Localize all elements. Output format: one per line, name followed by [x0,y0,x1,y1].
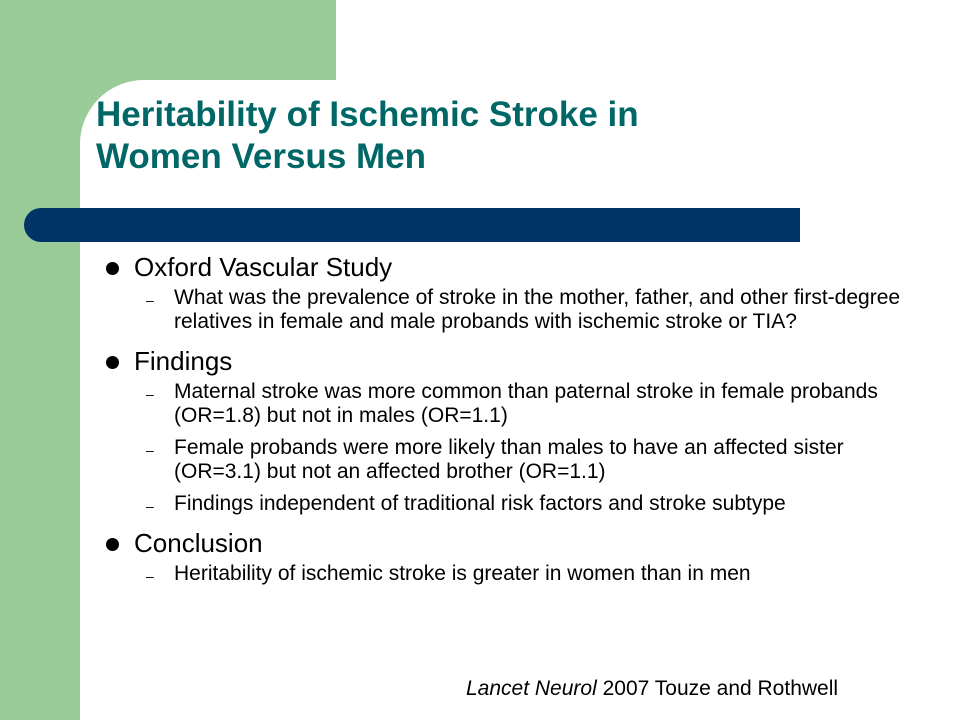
title-line-1: Heritability of Ischemic Stroke in [96,95,639,134]
bullet-label: Findings [134,346,233,376]
citation-details: 2007 Touze and Rothwell [602,677,839,700]
bullet-dot-icon [106,262,119,275]
bullet-findings [96,342,926,516]
sub-item [134,562,926,586]
slide-title [96,94,856,178]
bullet-label: Oxford Vascular Study [134,252,393,282]
dash-icon: – [146,568,154,584]
dash-icon: – [146,498,154,514]
sub-item [134,286,926,334]
bullet-label: Conclusion [134,528,263,558]
title-underline-bar [24,208,800,242]
dash-icon: – [146,292,154,308]
citation-journal: Lancet Neurol [466,677,597,700]
dash-icon: – [146,386,154,402]
dash-icon: – [146,442,154,458]
bullet-oxford-vascular-study [96,248,926,334]
sub-list [134,562,926,586]
sub-item-text: Findings independent of traditional risk factors and stroke subtype [174,492,786,515]
bullet-dot-icon [106,356,119,369]
sub-item [134,380,926,428]
sub-item-text: Heritability of ischemic stroke is greater in women than in men [174,562,751,585]
bullet-dot-icon [106,538,119,551]
sub-item-text: Maternal stroke was more common than paternal stroke in female probands (OR=1.8) but not in males (OR=1.1) [174,380,878,427]
sub-item [134,436,926,484]
citation [466,676,838,702]
sub-item-text: What was the prevalence of stroke in the mother, father, and other first-degree relatives in female and male probands with ischemic stroke or TIA? [174,286,901,333]
sub-item-text: Female probands were more likely than males to have an affected sister (OR=3.1) but not an affected brother (OR=1.1) [174,436,844,483]
sub-list [134,286,926,334]
sub-item [134,492,926,516]
sub-list [134,380,926,516]
title-line-2: Women Versus Men [96,137,427,176]
bullet-conclusion [96,524,926,586]
bullet-list [96,248,926,594]
